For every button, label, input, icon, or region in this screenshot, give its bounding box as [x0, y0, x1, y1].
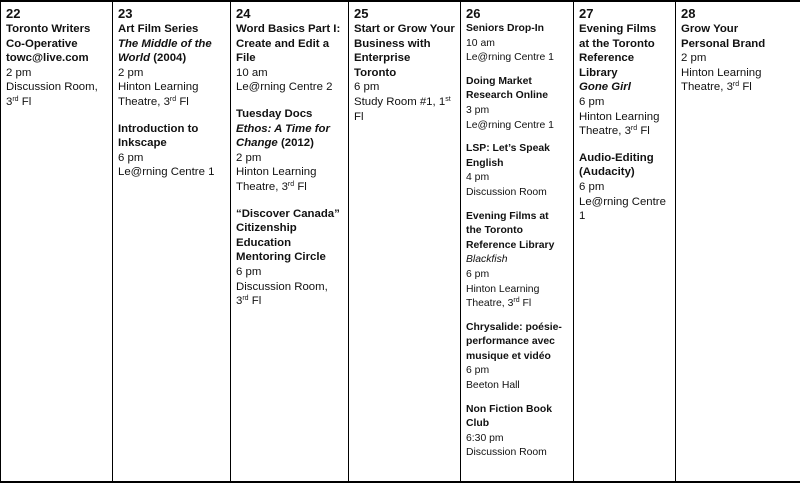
- calendar-day-cell: [461, 1, 574, 482]
- event-line: 10 am: [466, 37, 495, 49]
- event-line: 6 pm: [579, 180, 605, 193]
- event-line: Chrysalide: poésie-: [466, 321, 562, 333]
- event-line: Library: [579, 66, 618, 79]
- event-entry: [6, 22, 108, 110]
- event-line: “Discover Canada”: [236, 207, 340, 220]
- calendar-day-cell: [349, 1, 461, 482]
- event-line: Theatre, 3rd Fl: [466, 297, 532, 310]
- event-entry: [354, 22, 456, 124]
- event-line: LSP: Let’s Speak: [466, 143, 550, 155]
- event-line: Education: [236, 236, 292, 249]
- calendar-day-cell: [113, 1, 231, 482]
- event-line: Reference: [579, 52, 635, 65]
- event-line: Le@rning Centre 1: [466, 119, 554, 131]
- event-line: Start or Grow Your: [354, 23, 455, 35]
- event-line: Personal Brand: [681, 37, 766, 50]
- event-line: Le@rning Centre: [579, 195, 666, 208]
- calendar-week-row: [1, 1, 800, 482]
- event-line: The Middle of the: [118, 37, 212, 50]
- event-line: Hinton Learning: [236, 166, 317, 179]
- calendar-day-cell: [1, 1, 113, 482]
- event-line: 2 pm: [236, 151, 262, 164]
- event-line: 2 pm: [6, 66, 32, 79]
- event-entry: [466, 403, 569, 461]
- event-line: Fl: [354, 110, 364, 123]
- event-entry: [579, 22, 671, 139]
- event-line: Inkscape: [118, 137, 167, 150]
- event-line: Mentoring Circle: [236, 251, 326, 264]
- event-line: Hinton Learning: [579, 110, 660, 123]
- event-entry: [466, 142, 569, 200]
- event-entry: [118, 22, 226, 110]
- event-line: Evening Films: [579, 23, 657, 35]
- event-line: 6 pm: [118, 151, 144, 164]
- event-line: Introduction to: [118, 122, 199, 135]
- event-line: Discussion Room: [466, 447, 547, 459]
- event-line: Business with: [354, 37, 431, 50]
- event-line: 3 pm: [466, 104, 490, 116]
- event-line: 6 pm: [579, 95, 605, 108]
- event-line: Theatre, 3rd Fl: [681, 81, 752, 94]
- event-line: 1: [579, 210, 586, 223]
- event-line: Theatre, 3rd Fl: [579, 125, 650, 138]
- event-line: 3rd Fl: [236, 295, 262, 308]
- event-line: 6 pm: [466, 268, 490, 280]
- event-line: Hinton Learning: [681, 66, 762, 79]
- event-line: 10 am: [236, 66, 268, 79]
- event-line: Toronto Writers: [6, 23, 91, 35]
- event-line: Discussion Room,: [236, 280, 328, 293]
- day-number: 26: [466, 6, 481, 21]
- event-line: Co-Operative: [6, 37, 78, 50]
- event-line: Theatre, 3rd Fl: [118, 95, 189, 108]
- event-line: 4 pm: [466, 172, 490, 184]
- event-line: Word Basics Part I:: [236, 23, 341, 35]
- event-line: 6 pm: [354, 81, 380, 94]
- event-line: World (2004): [118, 52, 187, 65]
- event-line: 6 pm: [466, 365, 490, 377]
- event-line: Non Fiction Book: [466, 403, 553, 415]
- event-line: Le@rning Centre 1: [118, 166, 215, 179]
- event-line: 2 pm: [681, 52, 707, 65]
- event-line: Citizenship: [236, 222, 297, 235]
- calendar-day-cell: [574, 1, 676, 482]
- event-entry: [466, 22, 569, 66]
- day-number: 27: [579, 6, 594, 21]
- event-entry: [466, 75, 569, 133]
- event-line: Le@rning Centre 1: [466, 52, 554, 64]
- event-line: Enterprise: [354, 52, 411, 65]
- day-number: 28: [681, 6, 696, 21]
- event-line: Beeton Hall: [466, 380, 520, 392]
- event-line: Hinton Learning: [466, 283, 540, 295]
- event-line: Change (2012): [236, 137, 314, 150]
- event-line: towc@live.com: [6, 52, 89, 65]
- event-line: Theatre, 3rd Fl: [236, 180, 307, 193]
- event-line: 2 pm: [118, 66, 144, 79]
- event-entry: [466, 210, 569, 312]
- event-entry: [681, 22, 796, 95]
- event-line: the Toronto: [466, 225, 523, 237]
- day-number: 25: [354, 6, 369, 21]
- event-entry: [236, 207, 344, 309]
- event-line: Create and Edit a: [236, 37, 330, 50]
- event-line: Research Online: [466, 90, 549, 102]
- event-line: Gone Girl: [579, 81, 631, 94]
- event-line: Club: [466, 418, 490, 430]
- event-line: 3rd Fl: [6, 95, 32, 108]
- event-entry: [236, 22, 344, 95]
- event-line: Doing Market: [466, 75, 532, 87]
- event-line: 6 pm: [236, 265, 262, 278]
- event-entry: [236, 107, 344, 195]
- event-line: Hinton Learning: [118, 81, 199, 94]
- day-number: 22: [6, 6, 21, 21]
- event-entry: [118, 122, 226, 180]
- event-line: performance avec: [466, 336, 555, 348]
- event-line: Ethos: A Time for: [236, 122, 330, 135]
- day-number: 24: [236, 6, 251, 21]
- event-line: English: [466, 157, 504, 169]
- event-line: Le@rning Centre 2: [236, 81, 333, 94]
- event-line: Seniors Drop-In: [466, 23, 544, 34]
- event-line: Discussion Room: [466, 186, 547, 198]
- event-line: Blackfish: [466, 254, 508, 266]
- day-number: 23: [118, 6, 133, 21]
- event-line: Tuesday Docs: [236, 107, 313, 120]
- event-line: Evening Films at: [466, 210, 549, 222]
- event-entry: [466, 321, 569, 394]
- event-line: Reference Library: [466, 239, 555, 251]
- event-line: musique et vidéo: [466, 350, 551, 362]
- event-line: Art Film Series: [118, 23, 199, 35]
- calendar-day-cell: [676, 1, 800, 482]
- event-entry: [579, 151, 671, 224]
- event-line: at the Toronto: [579, 37, 655, 50]
- event-line: Study Room #1, 1st: [354, 95, 451, 108]
- event-line: 6:30 pm: [466, 432, 504, 444]
- event-line: Discussion Room,: [6, 81, 98, 94]
- event-line: Grow Your: [681, 23, 739, 35]
- calendar-day-cell: [231, 1, 349, 482]
- event-line: File: [236, 52, 256, 65]
- event-line: (Audacity): [579, 166, 635, 179]
- event-line: Toronto: [354, 66, 397, 79]
- event-line: Audio-Editing: [579, 151, 654, 164]
